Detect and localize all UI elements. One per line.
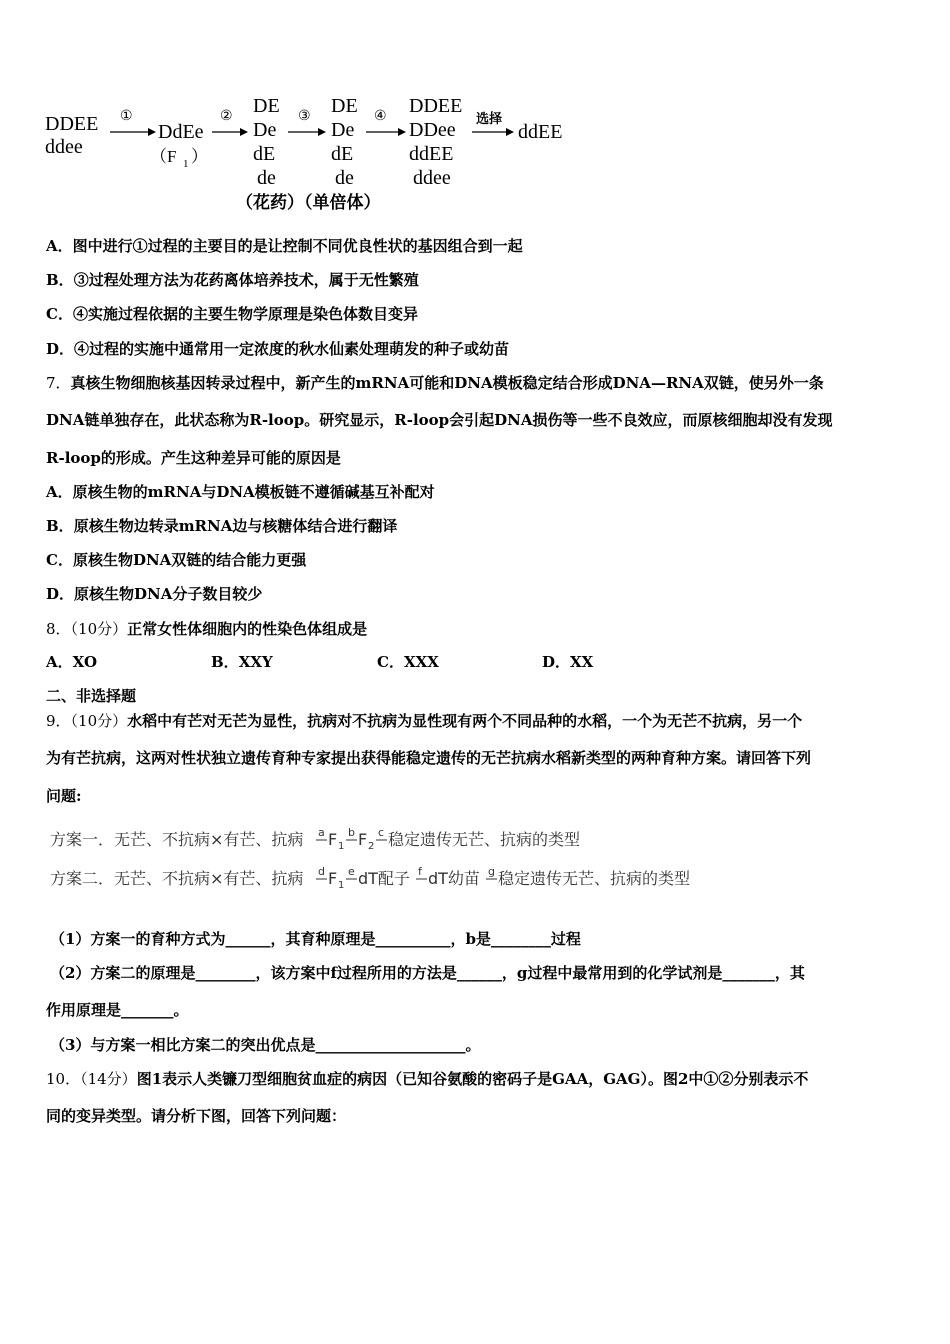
haploid-1: DE xyxy=(331,95,358,117)
scheme-1-f-sub: 1 xyxy=(338,841,345,852)
gamete-4: de xyxy=(257,167,276,189)
q7-option-c: C．原核生物DNA双链的结合能力更强 xyxy=(46,551,307,569)
f1-genotype: DdEe xyxy=(158,121,204,143)
q9-stem-line-3: 问题: xyxy=(46,787,82,805)
scheme-1-step-b: b xyxy=(348,826,355,839)
step-4-label: ④ xyxy=(374,109,387,124)
doubled-3: ddEE xyxy=(409,143,454,165)
haploid-4: de xyxy=(335,167,354,189)
q9-stem-line-1: 9．（10分）水稻中有芒对无芒为显性，抗病对不抗病为显性现有两个不同品种的水稻，一个为无芒不抗病，另一个 xyxy=(46,712,803,730)
q6-option-d: D．④过程的实施中通常用一定浓度的秋水仙素处理萌发的种子或幼苗 xyxy=(46,340,510,358)
scheme-2-head: 方案二．无芒、不抗病×有芒、抗病 xyxy=(50,869,304,888)
f1-label-close: ） xyxy=(191,147,208,166)
scheme-2-step-e: e xyxy=(348,865,355,878)
scheme-2-seedling: dT幼苗 xyxy=(428,869,480,888)
scheme-1-head: 方案一．无芒、不抗病×有芒、抗病 xyxy=(50,830,304,849)
step-3-label: ③ xyxy=(298,109,311,124)
q9-sub-3: （3）与方案一相比方案二的突出优点是____________________。 xyxy=(50,1036,481,1054)
q10-stem-line-2: 同的变异类型。请分析下图，回答下列问题： xyxy=(46,1107,347,1125)
scheme-1-f2: F xyxy=(358,830,368,849)
arrow-5-icon xyxy=(506,128,514,136)
scheme-1-step-a: a xyxy=(318,826,325,839)
q9-sub-2-line-2: 作用原理是_______。 xyxy=(46,1001,189,1019)
q8-option-b: B．XXY xyxy=(211,653,273,671)
f1-label-open: （F xyxy=(150,147,177,166)
q7-option-a: A．原核生物的mRNA与DNA模板链不遵循碱基互补配对 xyxy=(46,483,435,501)
breeding-diagram xyxy=(40,92,600,217)
q8-option-a: A．XO xyxy=(46,653,98,671)
scheme-1-tail: 稳定遗传无芒、抗病的类型 xyxy=(388,830,581,849)
step-2-label: ② xyxy=(220,109,233,124)
gamete-2: De xyxy=(253,119,277,141)
q7-stem-line-2: DNA链单独存在，此状态称为R-loop。研究显示，R-loop会引起DNA损伤等一些不良效应，而原核细胞却没有发现 xyxy=(46,411,833,429)
haploid-2: De xyxy=(331,119,355,141)
gamete-1: DE xyxy=(253,95,280,117)
scheme-1-step-c: c xyxy=(378,826,385,839)
doubled-2: DDee xyxy=(409,119,456,141)
q9-stem-line-2: 为有芒抗病，这两对性状独立遗传育种专家提出获得能稳定遗传的无芒抗病水稻新类型的两种育种方案。请回答下列 xyxy=(46,749,812,767)
scheme-2-step-g: g xyxy=(488,865,495,878)
scheme-1-f2-sub: 2 xyxy=(368,841,375,852)
q7-option-d: D．原核生物DNA分子数目较少 xyxy=(46,585,263,603)
q9-sub-2-line-1: （2）方案二的原理是________，该方案中f过程所用的方法是______，g过程中最常用到的化学试剂是_______，其 xyxy=(50,964,805,982)
arrow-2-icon xyxy=(240,128,248,136)
scheme-1-f: F xyxy=(328,830,338,849)
scheme-2-step-d: d xyxy=(318,865,325,878)
result-genotype: ddEE xyxy=(518,121,563,143)
gamete-3: dE xyxy=(253,143,276,165)
section-heading: 二、非选择题 xyxy=(46,687,137,705)
parent-1: DDEE xyxy=(45,113,99,135)
scheme-2-gamete: dT配子 xyxy=(358,869,410,888)
scheme-2-f: F xyxy=(328,869,338,888)
doubled-4: ddee xyxy=(413,167,451,189)
scheme-2-f-sub: 1 xyxy=(338,880,345,891)
select-label: 选择 xyxy=(476,112,503,127)
arrow-4-icon xyxy=(398,128,406,136)
f1-label-sub: 1 xyxy=(183,158,189,170)
scheme-2-step-f: f xyxy=(418,865,422,878)
breeding-schemes-figure xyxy=(46,822,726,894)
q8-option-d: D．XX xyxy=(542,653,594,671)
q7-stem-line-3: R-loop的形成。产生这种差异可能的原因是 xyxy=(46,449,341,467)
diagram-caption: （花药）（单倍体） xyxy=(236,193,381,213)
q7-stem-line-1: 7．真核生物细胞核基因转录过程中，新产生的mRNA可能和DNA模板稳定结合形成DNA—RNA双链，使另外一条 xyxy=(46,374,824,392)
q6-option-b: B．③过程处理方法为花药离体培养技术，属于无性繁殖 xyxy=(46,271,419,289)
q6-option-a: A．图中进行①过程的主要目的是让控制不同优良性状的基因组合到一起 xyxy=(46,237,523,255)
q9-sub-1: （1）方案一的育种方式为______，其育种原理是__________，b是________过程 xyxy=(50,930,581,948)
q7-option-b: B．原核生物边转录mRNA边与核糖体结合进行翻译 xyxy=(46,517,398,535)
scheme-2-tail: 稳定遗传无芒、抗病的类型 xyxy=(498,869,691,888)
doubled-1: DDEE xyxy=(409,95,463,117)
q8-stem: 8．（10分）正常女性体细胞内的性染色体组成是 xyxy=(46,620,368,638)
arrow-1-icon xyxy=(148,128,156,136)
parent-2: ddee xyxy=(45,136,83,158)
arrow-3-icon xyxy=(318,128,326,136)
step-1-label: ① xyxy=(120,109,133,124)
haploid-3: dE xyxy=(331,143,354,165)
q8-option-c: C．XXX xyxy=(377,653,439,671)
q6-option-c: C．④实施过程依据的主要生物学原理是染色体数目变异 xyxy=(46,305,418,323)
q10-stem-line-1: 10．（14分）图1表示人类镰刀型细胞贫血症的病因（已知谷氨酸的密码子是GAA，GAG）。图2中①②分别表示不 xyxy=(46,1070,809,1088)
